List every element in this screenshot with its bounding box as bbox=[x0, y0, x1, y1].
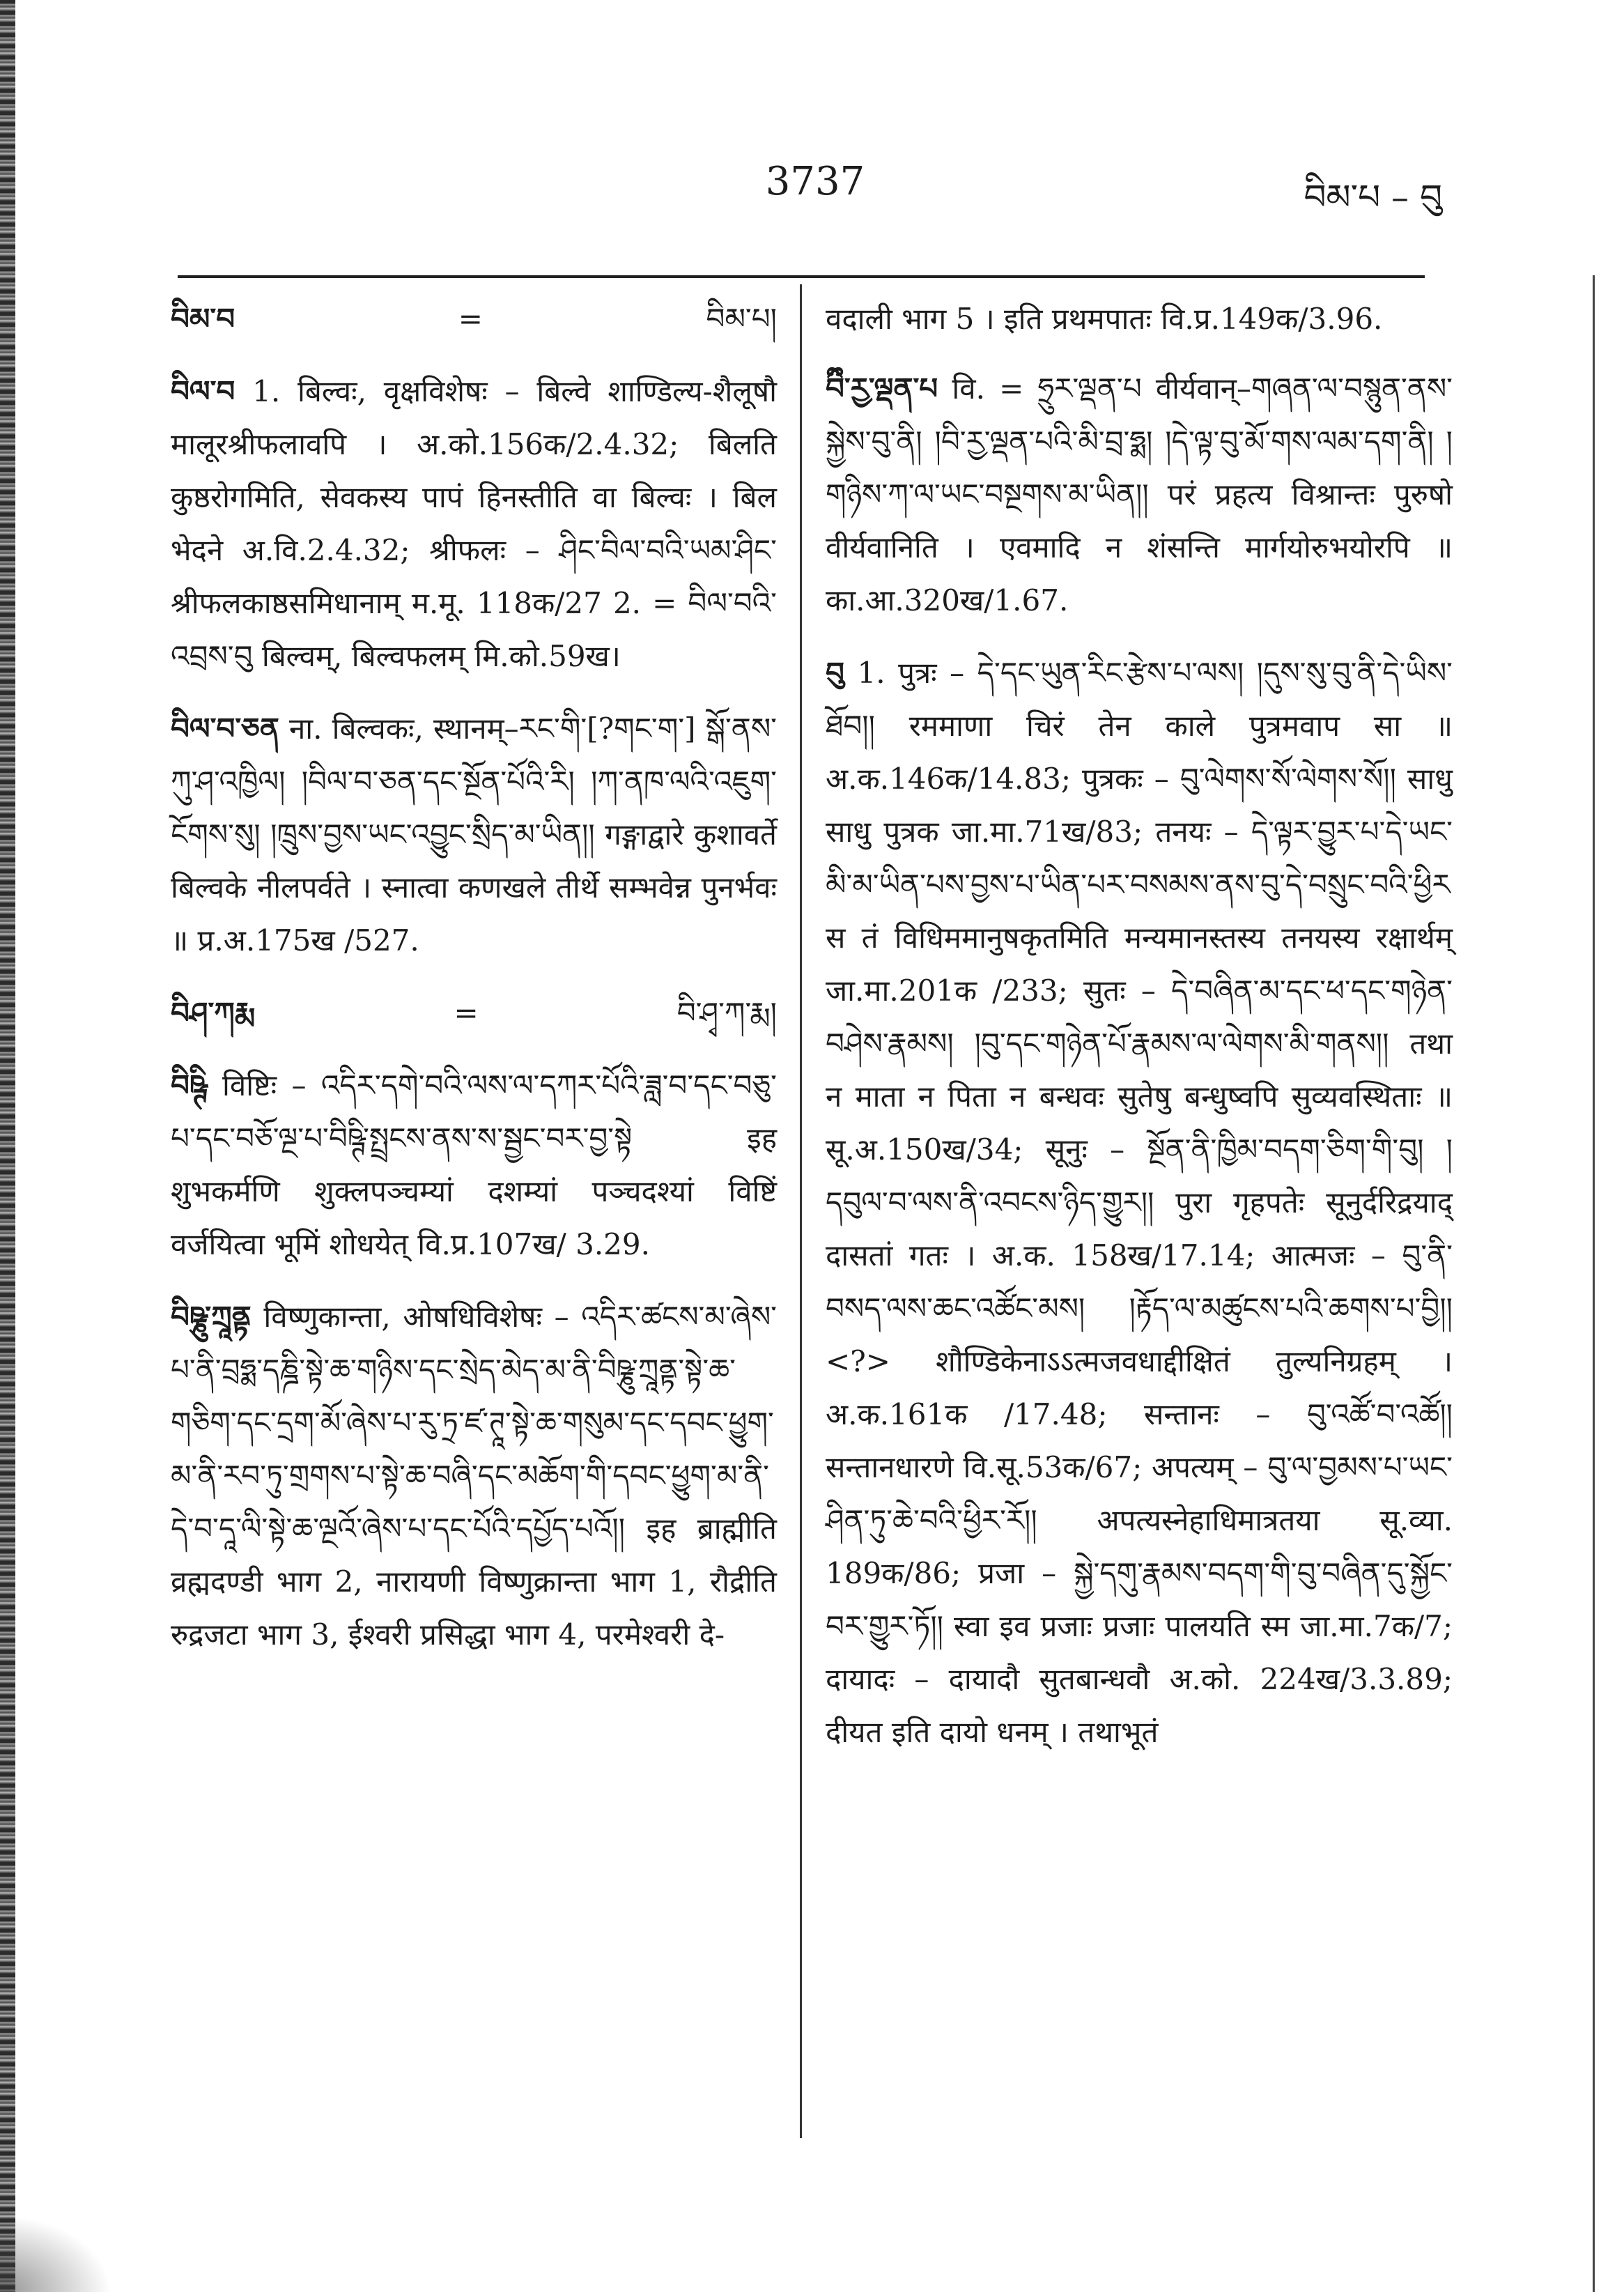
entry-headword: བྀི་རྱ་ལྡན་པ bbox=[826, 371, 938, 406]
dictionary-entry bbox=[171, 702, 777, 967]
column-divider bbox=[800, 284, 802, 2138]
continued-entry bbox=[826, 293, 1453, 346]
left-column bbox=[171, 293, 777, 1681]
entry-headword: བིམ་བ bbox=[171, 302, 235, 336]
dictionary-entry bbox=[171, 365, 777, 683]
equals-sign: = bbox=[458, 302, 483, 336]
entry-headword: བིལ་བ bbox=[171, 374, 235, 408]
scan-binding-edge bbox=[0, 0, 15, 2292]
cross-reference-target: བི་ཤྭ་ཀ་རྨ། bbox=[676, 996, 777, 1030]
page-edge-rule bbox=[1593, 275, 1595, 2292]
entry-body: 1. बिल्वः, वृक्षविशेषः – बिल्वे शाण्डिल्य-शैलूषौ मालूरश्रीफलावपि । अ.को.156क/2.4.32; बिलति कुष्ठरोगमिति, सेवकस्य पापं हिनस्तीति वा बिल्वः । बिल भेदने अ.वि.2.4.32; श्रीफलः – ཤིང་བིལ་བའི་ཡམ་ཤིང་ श्रीफलकाष्ठसमिधानाम् म.मू. 118क/27 2. = བིལ་བའི་འབྲས་བུ बिल्वम्, बिल्वफलम् मि.को.59ख। bbox=[171, 374, 777, 673]
cross-reference-target: བིམ་པ། bbox=[706, 302, 777, 336]
entry-body: वि. = ཧྲུར་ལྡན་པ वीर्यवान्–གཞན་ལ་བསྙུན་ནས་སྐྱེས་བུ་ནི། །བི་རྱ་ལྡན་པའི་མི་བྲ་ཧྨ། །དེ་ལྟ་བུ་མོ་གས་ལམ་དག་ནི། །གཉིས་ཀ་ལ་ཡང་བསྔགས་མ་ཡིན།། परं प्रहत्य विश्रान्तः पुरुषो वीर्यवानिति । एवमादि न शंसन्ति मार्गयोरुभयोरपि ॥ का.आ.320ख/1.67. bbox=[826, 371, 1453, 617]
right-column bbox=[826, 293, 1453, 1778]
entry-headword: བིལ་བ་ཅན bbox=[171, 712, 279, 746]
page-number: 3737 bbox=[765, 159, 865, 204]
scan-corner-shadow bbox=[0, 2215, 111, 2292]
dictionary-entry bbox=[826, 647, 1453, 1759]
cross-reference-entry bbox=[171, 987, 777, 1040]
cross-reference-entry bbox=[171, 293, 777, 346]
entry-body: विष्णुकान्ता, ओषधिविशेषः – འདིར་ཚངས་མ་ཞེས་པ་ནི་བྲཧྨ་དཎྜི་སྟེ་ཆ་གཉིས་དང་སྲེད་མེད་མ་ནི་བིཥྞུ་ཀྲཱནྟ་སྟེ་ཆ་གཅིག་དང་དྲག་མོ་ཞེས་པ་རུ་ཏྲ་ཛ་ཊཱ་སྟེ་ཆ་གསུམ་དང་དབང་ཕྱུག་མ་ནི་རབ་ཏུ་གྲགས་པ་སྟེ་ཆ་བཞི་དང་མཆོག་གི་དབང་ཕྱུག་མ་ནི་དེ་བ་དཱ་ལི་སྟེ་ཆ་ལྔའོ་ཞེས་པ་དང་པོའི་དཔྱོད་པའོ།། इह ब्राह्मीति व्रह्मदण्डी भाग 2, नारायणी विष्णुक्रान्ता भाग 1, रौद्रीति रुद्रजटा भाग 3, ईश्वरी प्रसिद्धा भाग 4, परमेश्वरी दे- bbox=[171, 1300, 777, 1652]
entry-headword: བིཥྞུ་ཀྲཱནྟ bbox=[171, 1300, 252, 1334]
dictionary-entry bbox=[826, 362, 1453, 627]
entry-body: वदाली भाग 5 । इति प्रथमपातः वि.प्र.149क/3.96. bbox=[826, 302, 1383, 336]
entry-headword: བིཥྚི bbox=[171, 1068, 208, 1102]
dictionary-entry bbox=[171, 1059, 777, 1271]
running-head: བིམ་པ – བུ bbox=[1304, 177, 1442, 217]
entry-body: विष्टिः – འདིར་དགེ་བའི་ལས་ལ་དཀར་པོའི་ཟླ་བ་དང་བཅུ་པ་དང་བཅོ་ལྔ་པ་བིཥྚི་སྤྲངས་ནས་ས་སྦྱང་བར་བྱ་སྟེ इह शुभकर्मणि शुक्लपञ्चम्यां दशम्यां पञ्चदश्यां विष्टिं वर्जयित्वा भूमिं शोधयेत् वि.प्र.107ख/ 3.29. bbox=[171, 1068, 777, 1261]
entry-body: ना. बिल्वकः, स्थानम्–རང་གི་[?གང་ག་] སྒོ་ནས་ཀུ་ཤ་འཁྱིལ། །བིལ་བ་ཅན་དང་སྔོན་པོའི་རི། །ཀ་ནཁ་ལའི་འཇུག་ངོགས་སུ། །ཁྲུས་བྱས་ཡང་འབྱུང་སྲིད་མ་ཡིན།། गङ्गाद्वारे कुशावर्ते बिल्वके नीलपर्वते । स्नात्वा कणखले तीर्थे सम्भवेन्न पुनर्भवः ॥ प्र.अ.175ख /527. bbox=[171, 712, 777, 957]
entry-body: 1. पुत्रः – དེ་དང་ཡུན་རིང་རྩེས་པ་ལས། །དུས་སུ་བུ་ནི་དེ་ཡིས་ཐོབ།། रममाणा चिरं तेन काले पुत्रमवाप सा ॥ अ.क.146क/14.83; पुत्रकः – བུ་ལེགས་སོ་ལེགས་སོ།། साधु साधु पुत्रक जा.मा.71ख/83; तनयः – དེ་ལྟར་བྱུར་པ་དེ་ཡང་མི་མ་ཡིན་པས་བྱས་པ་ཡིན་པར་བསམས་ནས་བུ་དེ་བསྲུང་བའི་ཕྱིར स तं विधिममानुषकृतमिति मन्यमानस्तस्य तनयस्य रक्षार्थम् जा.मा.201क /233; सुतः – དེ་བཞིན་མ་དང་ཕ་དང་གཉེན་བཤེས་རྣམས། །བུ་དང་གཉེན་པོ་རྣམས་ལ་ལེགས་མི་གནས།། तथा न माता न पिता न बन्धवः सुतेषु बन्धुष्वपि सुव्यवस्थिताः ॥ सू.अ.150ख/34; सूनुः – སྔོན་ནི་ཁྱིམ་བདག་ཅིག་གི་བུ། །དབུལ་བ་ལས་ནི་འབངས་ཉིད་གྱུར།། पुरा गृहपतेः सूनुर्दरिद्रयाद् दासतां गतः । अ.क. 158ख/17.14; आत्मजः – བུ་ནི་བསད་ལས་ཆང་འཚོང་མས། །རྟོད་ལ་མཚུངས་པའི་ཆགས་པ་བྱི།། <?> शौण्डिकेनाऽऽत्मजवधाद्दीक्षितं तुल्यनिग्रहम् । अ.क.161क /17.48; सन्तानः – བུ་འཚོ་བ་འཚོ།། सन्तानधारणे वि.सू.53क/67; अपत्यम् – བུ་ལ་བྱམས་པ་ཡང་ཤིན་ཏུ་ཆེ་བའི་ཕྱིར་རོ།། अपत्यस्नेहाधिमात्रतया सू.व्या. 189क/86; प्रजा – སྐྱེ་དགུ་རྣམས་བདག་གི་བུ་བཞིན་དུ་སྐྱོང་བར་གྱུར་ཏོ།། स्वा इव प्रजाः प्रजाः पालयति स्म जा.मा.7क/7; दायादः – दायादौ सुतबान्धवौ अ.को. 224ख/3.3.89; दीयत इति दायो धनम् । तथाभूतं bbox=[826, 656, 1453, 1749]
equals-sign: = bbox=[454, 996, 479, 1030]
dictionary-entry bbox=[171, 1291, 777, 1661]
header-rule bbox=[178, 275, 1425, 278]
entry-headword: བིཤ་ཀརྨ bbox=[171, 996, 256, 1030]
entry-headword: བུ bbox=[826, 656, 844, 690]
